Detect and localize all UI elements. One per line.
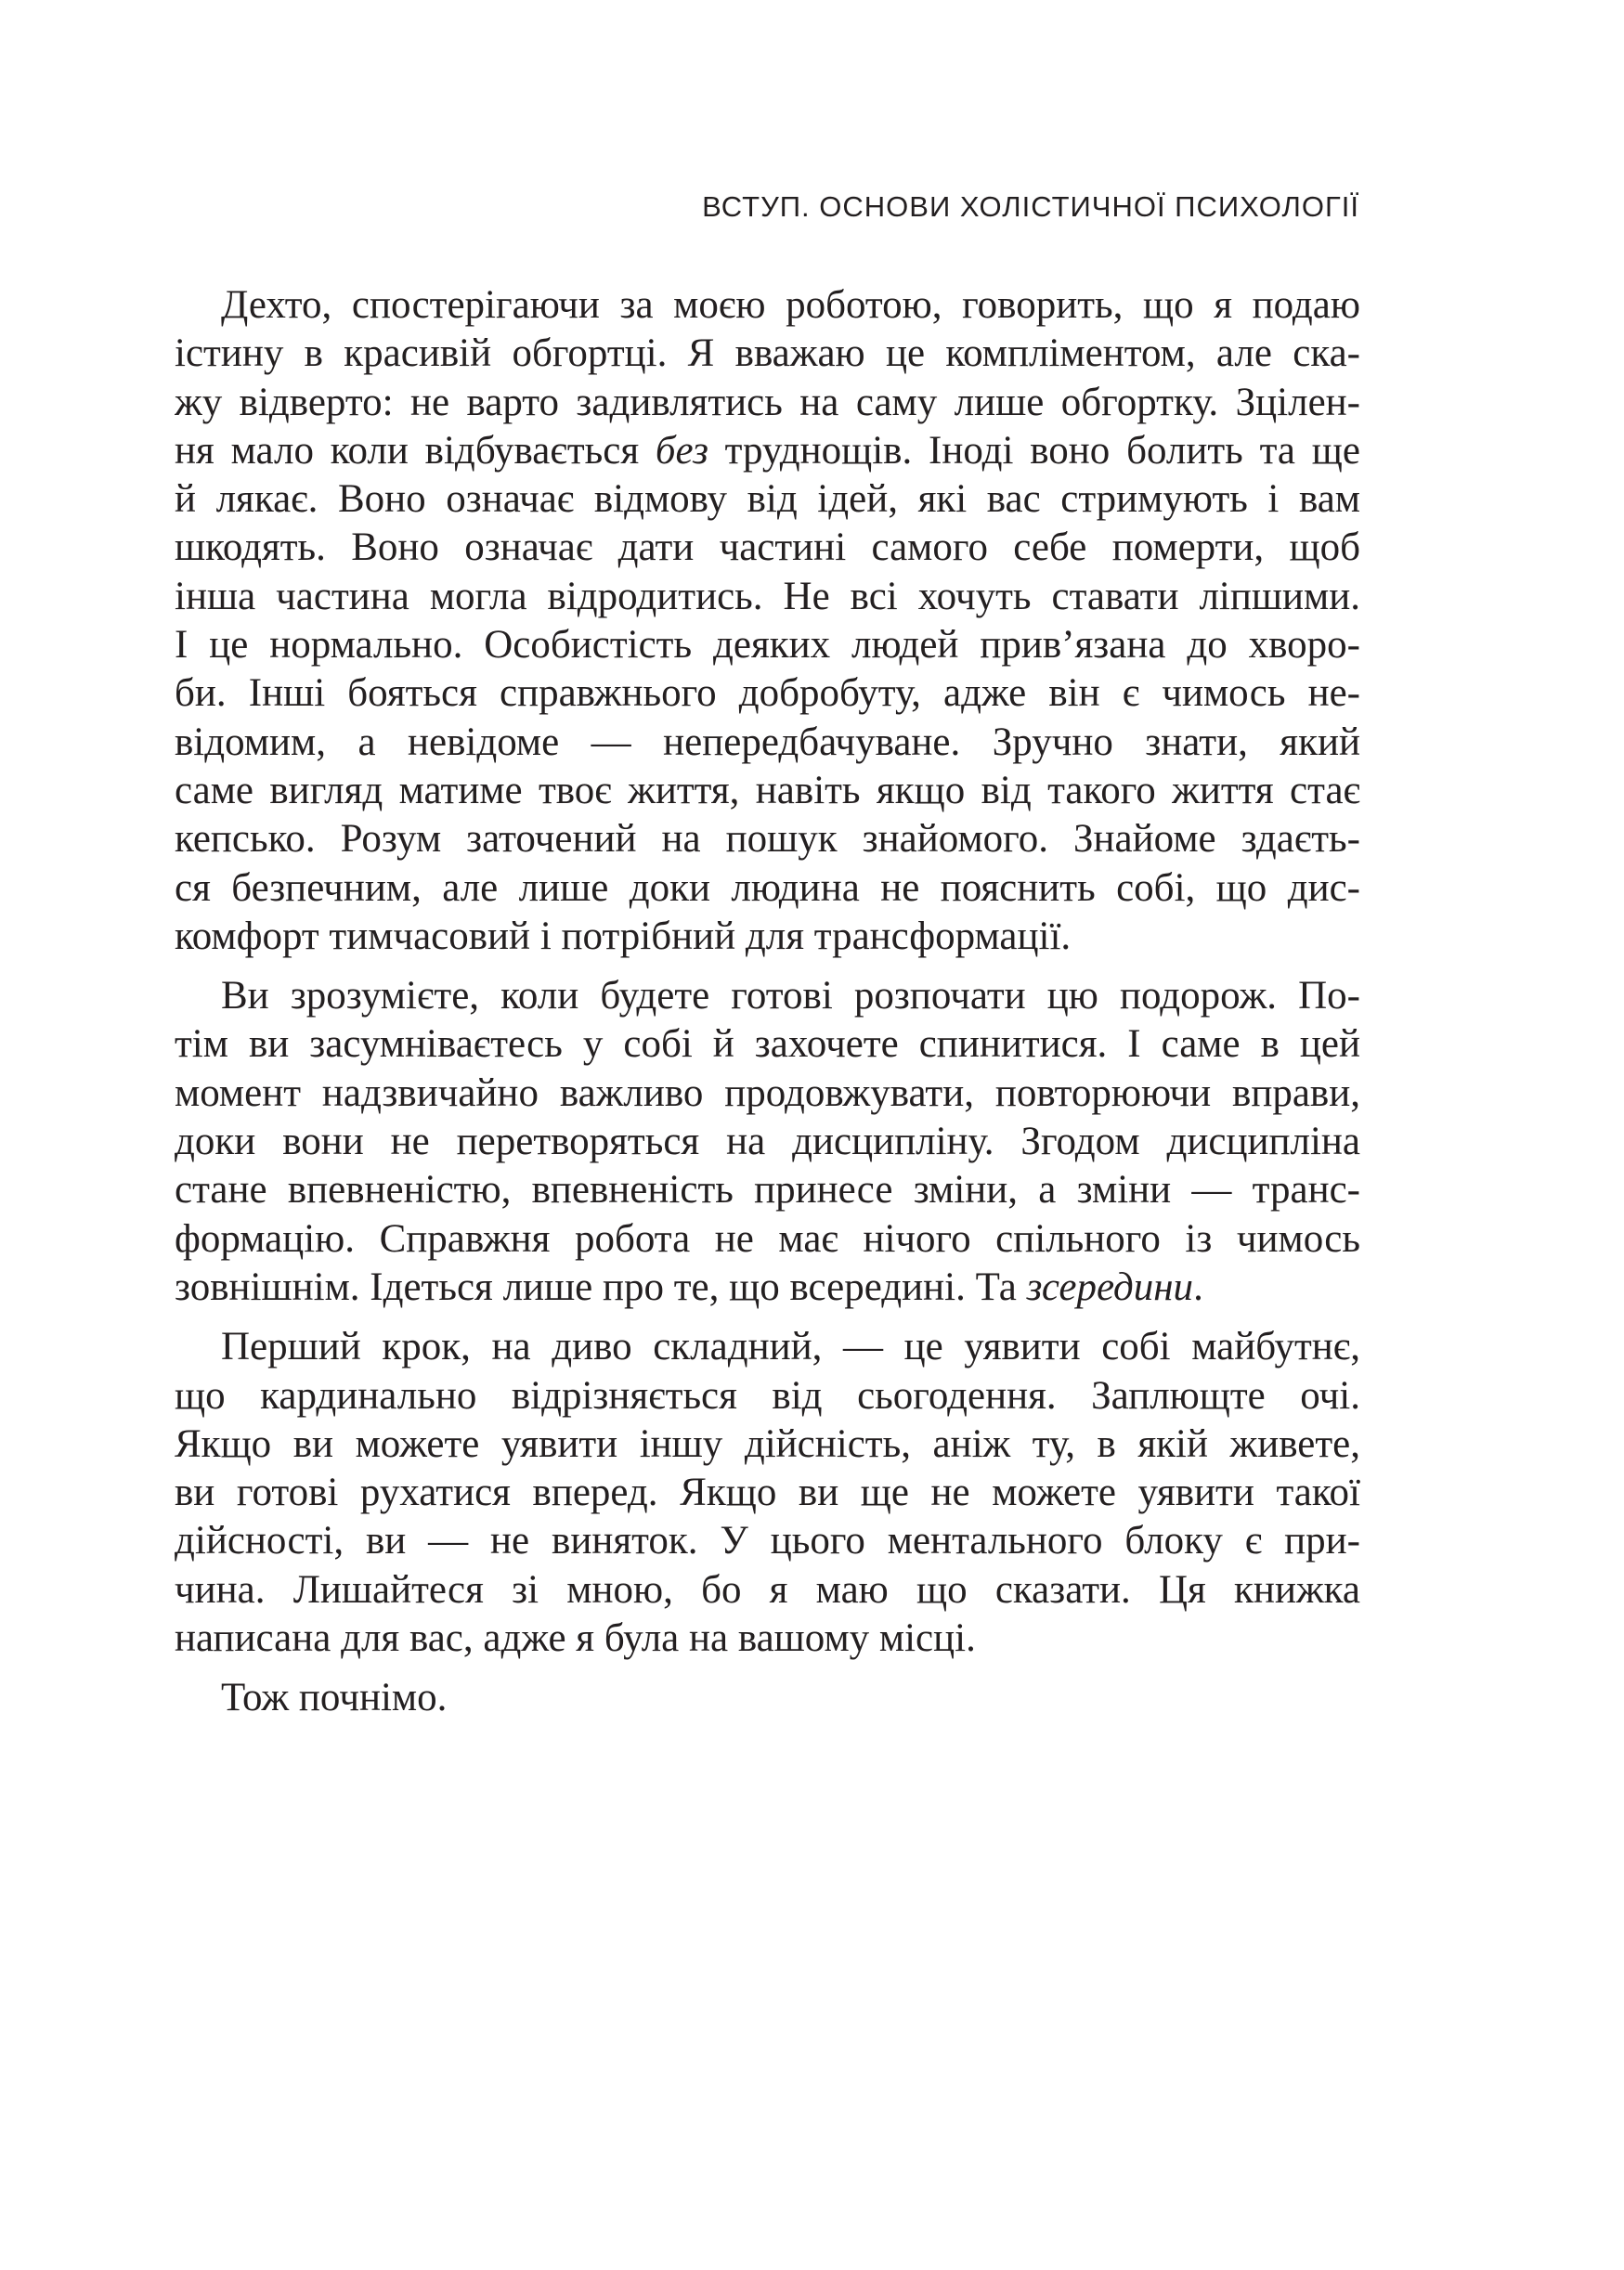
text-line: істину в красивій обгортці. Я вважаю це компліментом, але ска- [175, 331, 1360, 376]
text-segment: зовнішнім. Ідеться лише про те, що всередині. Та [175, 1265, 1027, 1309]
text-line: жу відверто: не варто задивлятись на саму лише обгортку. Зцілен- [175, 380, 1360, 424]
body-text [175, 281, 1360, 1723]
text-segment: ня мало коли відбувається [175, 428, 656, 473]
text-line: кепсько. Розум заточений на пошук знайомого. Знайоме здаєть- [175, 817, 1360, 862]
text-line: ся безпечним, але лише доки людина не пояснить собі, що дис- [175, 865, 1360, 910]
text-line [175, 427, 1360, 475]
text-segment: . [1193, 1265, 1203, 1309]
text-line: доки вони не перетворяться на дисципліну. Згодом дисципліна [175, 1120, 1360, 1164]
text-line: дійсності, ви — не виняток. У цього ментального блоку є при- [175, 1519, 1360, 1563]
running-header: ВСТУП. ОСНОВИ ХОЛІСТИЧНОЇ ПСИХОЛОГІЇ [702, 190, 1359, 223]
text-line: тім ви засумніваєтесь у собі й захочете спинитися. І саме в цей [175, 1022, 1360, 1067]
text-line: відомим, а невідоме — непередбачуване. Зручно знати, який [175, 720, 1360, 764]
text-line [175, 1264, 1360, 1312]
text-line: інша частина могла відродитись. Не всі хочуть ставати ліпшими. [175, 574, 1360, 618]
italic-word: зсередини [1026, 1265, 1194, 1309]
text-line: що кардинально відрізняється від сьогодення. Заплющте очі. [175, 1373, 1360, 1418]
text-line: Якщо ви можете уявити іншу дійсність, аніж ту, в якій живете, [175, 1421, 1360, 1466]
text-line: Дехто, спостерігаючи за моєю роботою, говорить, що я подаю [221, 283, 1360, 327]
paragraph-3 [175, 1323, 1360, 1663]
text-segment: труднощів. Іноді воно болить та ще [708, 428, 1360, 473]
text-line: Перший крок, на диво складний, — це уявити собі майбутнє, [221, 1325, 1360, 1369]
text-line: ви готові рухатися вперед. Якщо ви ще не можете уявити такої [175, 1471, 1360, 1515]
text-line: й лякає. Воно означає відмову від ідей, які вас стримують і вам [175, 477, 1360, 522]
italic-word: без [655, 428, 708, 473]
text-line: шкодять. Воно означає дати частині самого себе померти, щоб [175, 525, 1360, 570]
text-line: момент надзвичайно важливо продовжувати, повторюючи вправи, [175, 1070, 1360, 1115]
text-line: чина. Лишайтеся зі мною, бо я маю що сказати. Ця книжка [175, 1567, 1360, 1612]
paragraph-2 [175, 972, 1360, 1312]
text-line: І це нормально. Особистість деяких людей прив’язана до хворо- [175, 623, 1360, 668]
text-line: формацію. Справжня робота не має нічого спільного із чимось [175, 1216, 1360, 1261]
text-line: стане впевненістю, впевненість принесе зміни, а зміни — транс- [175, 1168, 1360, 1213]
text-line: би. Інші бояться справжнього добробуту, адже він є чимось не- [175, 671, 1360, 716]
paragraph-4 [175, 1674, 1360, 1722]
text-line: саме вигляд матиме твоє життя, навіть якщо від такого життя стає [175, 768, 1360, 812]
text-line: Ви зрозумієте, коли будете готові розпочати цю подорож. По- [221, 974, 1360, 1018]
text-line: комфорт тимчасовий і потрібний для трансформації. [175, 914, 1072, 958]
text-line: Тож почнімо. [221, 1676, 448, 1720]
text-line: написана для вас, адже я була на вашому місці. [175, 1616, 976, 1661]
paragraph-1 [175, 281, 1360, 961]
